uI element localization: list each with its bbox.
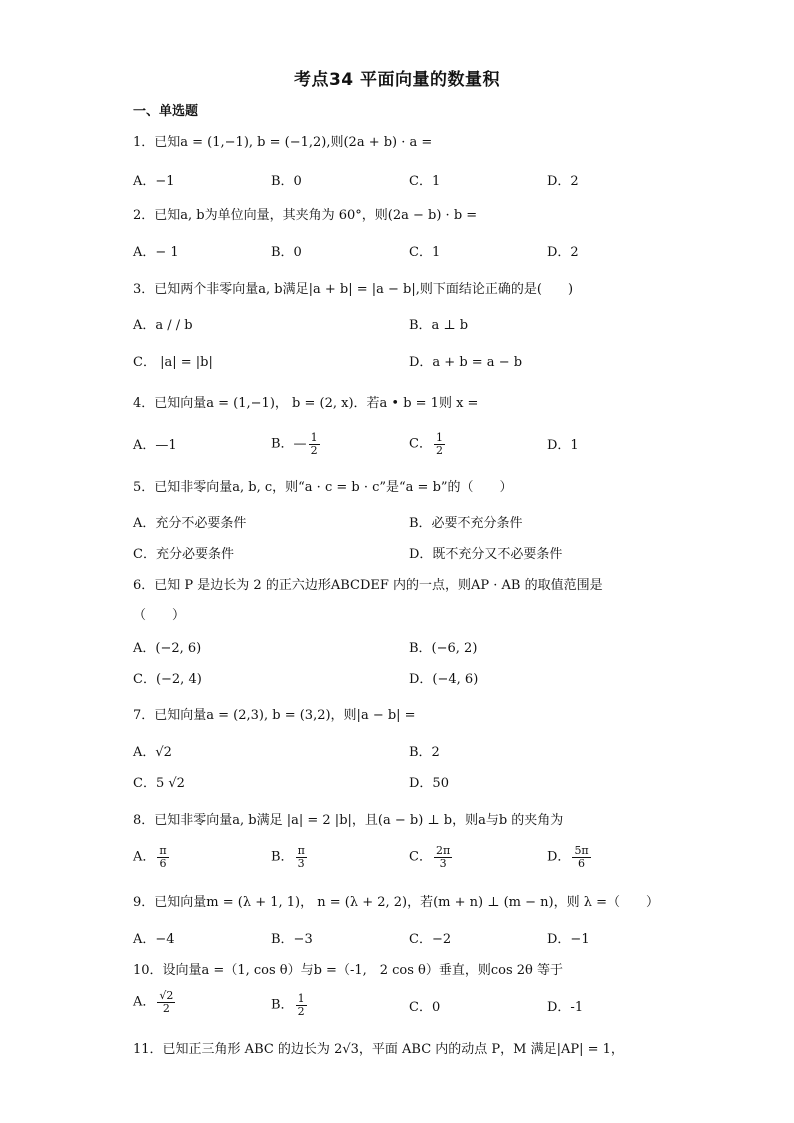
question-5-stem: 5．已知非零向量a, b, c，则“a · c = b · c”是“a = b”的（ ） [133,480,513,495]
question-6-stem-continued: （ ） [133,608,186,623]
question-3-option-a: A．a / / b [133,318,193,333]
fraction: $\frac{1}{2}$ [310,431,318,457]
question-10-option-c: C．0 [409,1000,441,1015]
question-7-option-b: B．2 [409,745,440,760]
question-3-option-b: B．a ⊥ b [409,318,469,333]
question-10-option-b: B． $\frac{1}{2}$ [271,992,305,1018]
question-6-option-a: A．(−2, 6) [133,641,202,656]
question-11-stem: 11．已知正三角形 ABC 的边长为 2√3，平面 ABC 内的动点 P，M 满足|AP| = 1， [133,1042,624,1057]
question-9-stem: 9．已知向量m = (λ + 1, 1)， n = (λ + 2, 2)，若(m + n) ⊥ (m − n)，则 λ =（ ） [133,895,659,910]
fraction: $\frac{5\pi}{6}$ [574,844,589,870]
page-title: 考点34 平面向量的数量积 [293,70,501,90]
question-3-option-c: C． |a| = |b| [133,355,213,370]
question-9-option-b: B．−3 [271,932,313,947]
question-4-option-b: B．— $\frac{1}{2}$ [271,431,318,457]
question-4-option-a: A．—1 [133,438,177,453]
question-3-stem: 3．已知两个非零向量a, b满足|a + b| = |a − b|,则下面结论正确的是( ) [133,282,574,297]
question-4-option-c: C． $\frac{1}{2}$ [409,431,443,457]
question-1-option-d: D．2 [547,174,579,189]
fraction: $\frac{\pi}{6}$ [159,844,167,870]
question-10-option-a: A． $\frac{√2}{2}$ [133,989,174,1015]
question-5-option-b: B．必要不充分条件 [409,516,523,531]
fraction: $\frac{√2}{2}$ [159,989,174,1015]
question-6-option-c: C．(−2, 4) [133,672,202,687]
fraction: $\frac{\pi}{3}$ [297,844,305,870]
question-5-option-d: D．既不充分又不必要条件 [409,547,563,562]
question-4-stem: 4．已知向量a = (1,−1)， b = (2, x)．若a • b = 1则 x = [133,396,479,411]
question-7-option-d: D．50 [409,776,449,791]
question-2-option-b: B．0 [271,245,302,260]
question-7-stem: 7．已知向量a = (2,3), b = (3,2)，则|a − b| = [133,708,416,723]
question-8-option-d: D． $\frac{5\pi}{6}$ [547,844,589,870]
question-7-option-a: A．√2 [133,745,172,760]
question-4-option-d: D．1 [547,438,579,453]
question-2-option-c: C．1 [409,245,441,260]
question-1-option-b: B．0 [271,174,302,189]
question-5-option-c: C．充分必要条件 [133,547,234,562]
question-9-option-c: C．−2 [409,932,452,947]
question-6-option-b: B．(−6, 2) [409,641,478,656]
question-6-stem: 6．已知 P 是边长为 2 的正六边形ABCDEF 内的一点，则AP · AB 的取值范围是 [133,578,603,593]
question-1-option-c: C．1 [409,174,441,189]
question-8-option-a: A． $\frac{\pi}{6}$ [133,844,167,870]
question-3-option-d: D．a + b = a − b [409,355,523,370]
question-2-option-d: D．2 [547,245,579,260]
question-10-stem: 10．设向量a =（1, cos θ）与b =（-1, 2 cos θ）垂直，则cos 2θ 等于 [133,963,564,978]
question-8-option-b: B． $\frac{\pi}{3}$ [271,844,305,870]
question-9-option-d: D．−1 [547,932,590,947]
fraction: $\frac{1}{2}$ [435,431,443,457]
question-2-option-a: A．− 1 [133,245,179,260]
question-1-stem: 1．已知a = (1,−1), b = (−1,2),则(2a + b) · a = [133,135,433,150]
fraction: $\frac{1}{2}$ [297,992,305,1018]
question-1-option-a: A．−1 [133,174,175,189]
question-2-stem: 2．已知a, b为单位向量，其夹角为 60°，则(2a − b) · b = [133,208,478,223]
section-heading: 一、单选题 [133,104,199,119]
question-8-option-c: C． $\frac{2\pi}{3}$ [409,844,451,870]
question-5-option-a: A．充分不必要条件 [133,516,247,531]
question-6-option-d: D．(−4, 6) [409,672,479,687]
question-7-option-c: C．5 √2 [133,776,185,791]
question-9-option-a: A．−4 [133,932,175,947]
question-10-option-d: D．-1 [547,1000,584,1015]
fraction: $\frac{2\pi}{3}$ [435,844,451,870]
question-8-stem: 8．已知非零向量a, b满足 |a| = 2 |b|，且(a − b) ⊥ b，则a与b 的夹角为 [133,813,564,828]
